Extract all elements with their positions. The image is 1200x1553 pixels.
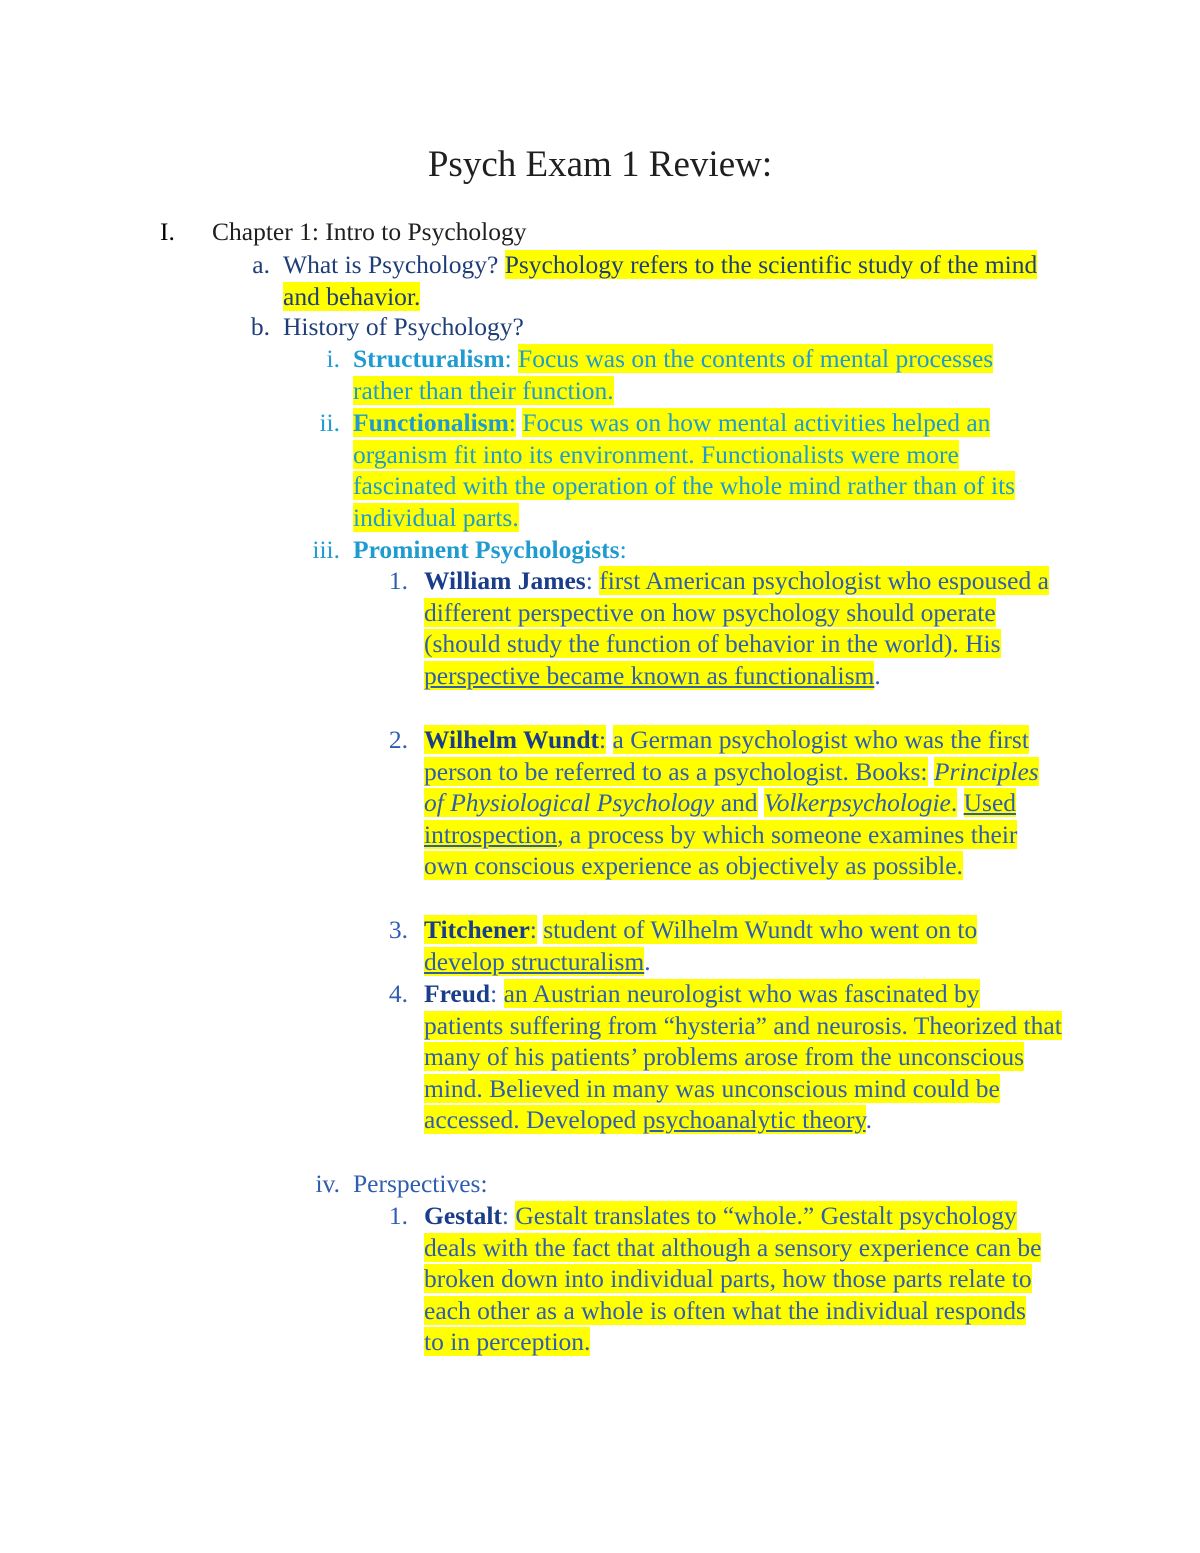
what-is-question: What is Psychology?: [283, 250, 499, 279]
james-text: [424, 565, 1054, 691]
outline-marker-roman-small: iii.: [312, 535, 340, 564]
structuralism-text: [353, 343, 1053, 406]
colon: :: [529, 915, 537, 944]
gestalt-name: Gestalt: [424, 1201, 502, 1230]
outline-marker-letter: a.: [252, 250, 270, 279]
colon: :: [599, 725, 607, 754]
period: .: [950, 788, 958, 817]
prominent-term: Prominent Psychologists: [353, 535, 620, 564]
colon: :: [504, 344, 512, 373]
wundt-book-2: Volkerpsychologie: [763, 788, 951, 817]
james-underlined: perspective became known as functionalism: [424, 660, 875, 690]
period: .: [865, 1105, 872, 1134]
colon: :: [619, 535, 627, 564]
outline-marker-number: 3.: [388, 915, 408, 944]
functionalism-definition: Focus was on how mental activities helped an organism fit into its environment. Functionalists were more fascinated with the operation of the whole mind rather than of its individual parts.: [353, 408, 1016, 532]
functionalism-term: Functionalism: [353, 408, 509, 437]
what-is-text: [283, 249, 1053, 312]
colon: :: [501, 1201, 509, 1230]
wundt-description: a German psychologist who was the first person to be referred to as a psychologist. Books:: [424, 725, 1029, 786]
titchener-name: Titchener: [424, 915, 530, 944]
outline-marker-roman-small: iv.: [315, 1169, 340, 1198]
history-title: History of Psychology?: [283, 312, 524, 341]
page-title: Psych Exam 1 Review:: [427, 144, 773, 185]
james-name: William James: [424, 566, 586, 595]
colon: :: [585, 566, 593, 595]
structuralism-term: Structuralism: [353, 344, 505, 373]
james-description: first American psychologist who espoused a different perspective on how psychology should operate (should study the function of behavior in the world). His: [424, 566, 1049, 658]
colon: :: [508, 408, 516, 437]
period: .: [874, 660, 881, 690]
freud-text: [424, 978, 1064, 1136]
wundt-book-1: Principles of Physiological Psychology: [424, 756, 1039, 817]
outline-marker-letter: b.: [250, 312, 270, 341]
what-is-answer: Psychology refers to the scientific study of the mind and behavior.: [283, 250, 1038, 311]
chapter-title: Chapter 1: Intro to Psychology: [212, 217, 527, 246]
freud-underlined: psychoanalytic theory: [642, 1105, 866, 1134]
wundt-text: [424, 724, 1064, 882]
perspectives-heading: Perspectives:: [353, 1169, 488, 1198]
colon: :: [490, 979, 498, 1008]
freud-name: Freud: [424, 979, 491, 1008]
gestalt-text: [424, 1200, 1044, 1358]
outline-marker-number: 4.: [388, 979, 408, 1008]
gestalt-description: Gestalt translates to “whole.” Gestalt psychology deals with the fact that although a sensory experience can be broken down into individual parts, how those parts relate to each other as a whole is often what the individual responds to in perception.: [424, 1201, 1042, 1356]
wundt-name: Wilhelm Wundt: [424, 725, 600, 754]
outline-marker-number: 1.: [388, 566, 408, 595]
outline-marker-number: 1.: [388, 1201, 408, 1230]
period: .: [644, 946, 651, 976]
titchener-description: student of Wilhelm Wundt who went on to: [543, 915, 978, 944]
wundt-underlined: Used introspection: [424, 788, 1017, 849]
wundt-description-2: , a process by which someone examines their own conscious experience as objectively as possible.: [424, 819, 1018, 880]
prominent-heading: [353, 534, 1053, 566]
outline-marker-roman-small: ii.: [319, 408, 340, 437]
freud-description: an Austrian neurologist who was fascinated by patients suffering from “hysteria” and neurosis. Theorized that many of his patients’ problems arose from the unconscious mind. Believed in many was unconscious mind could be accessed. Developed: [424, 979, 1062, 1134]
outline-marker-roman-small: i.: [326, 344, 340, 373]
titchener-text: [424, 914, 1054, 977]
structuralism-definition: Focus was on the contents of mental processes rather than their function.: [353, 344, 994, 405]
functionalism-text: [353, 407, 1053, 533]
conjunction: and: [720, 788, 758, 817]
outline-marker-roman: I.: [160, 217, 175, 246]
outline-marker-number: 2.: [388, 725, 408, 754]
titchener-underlined: develop structuralism: [424, 946, 645, 976]
